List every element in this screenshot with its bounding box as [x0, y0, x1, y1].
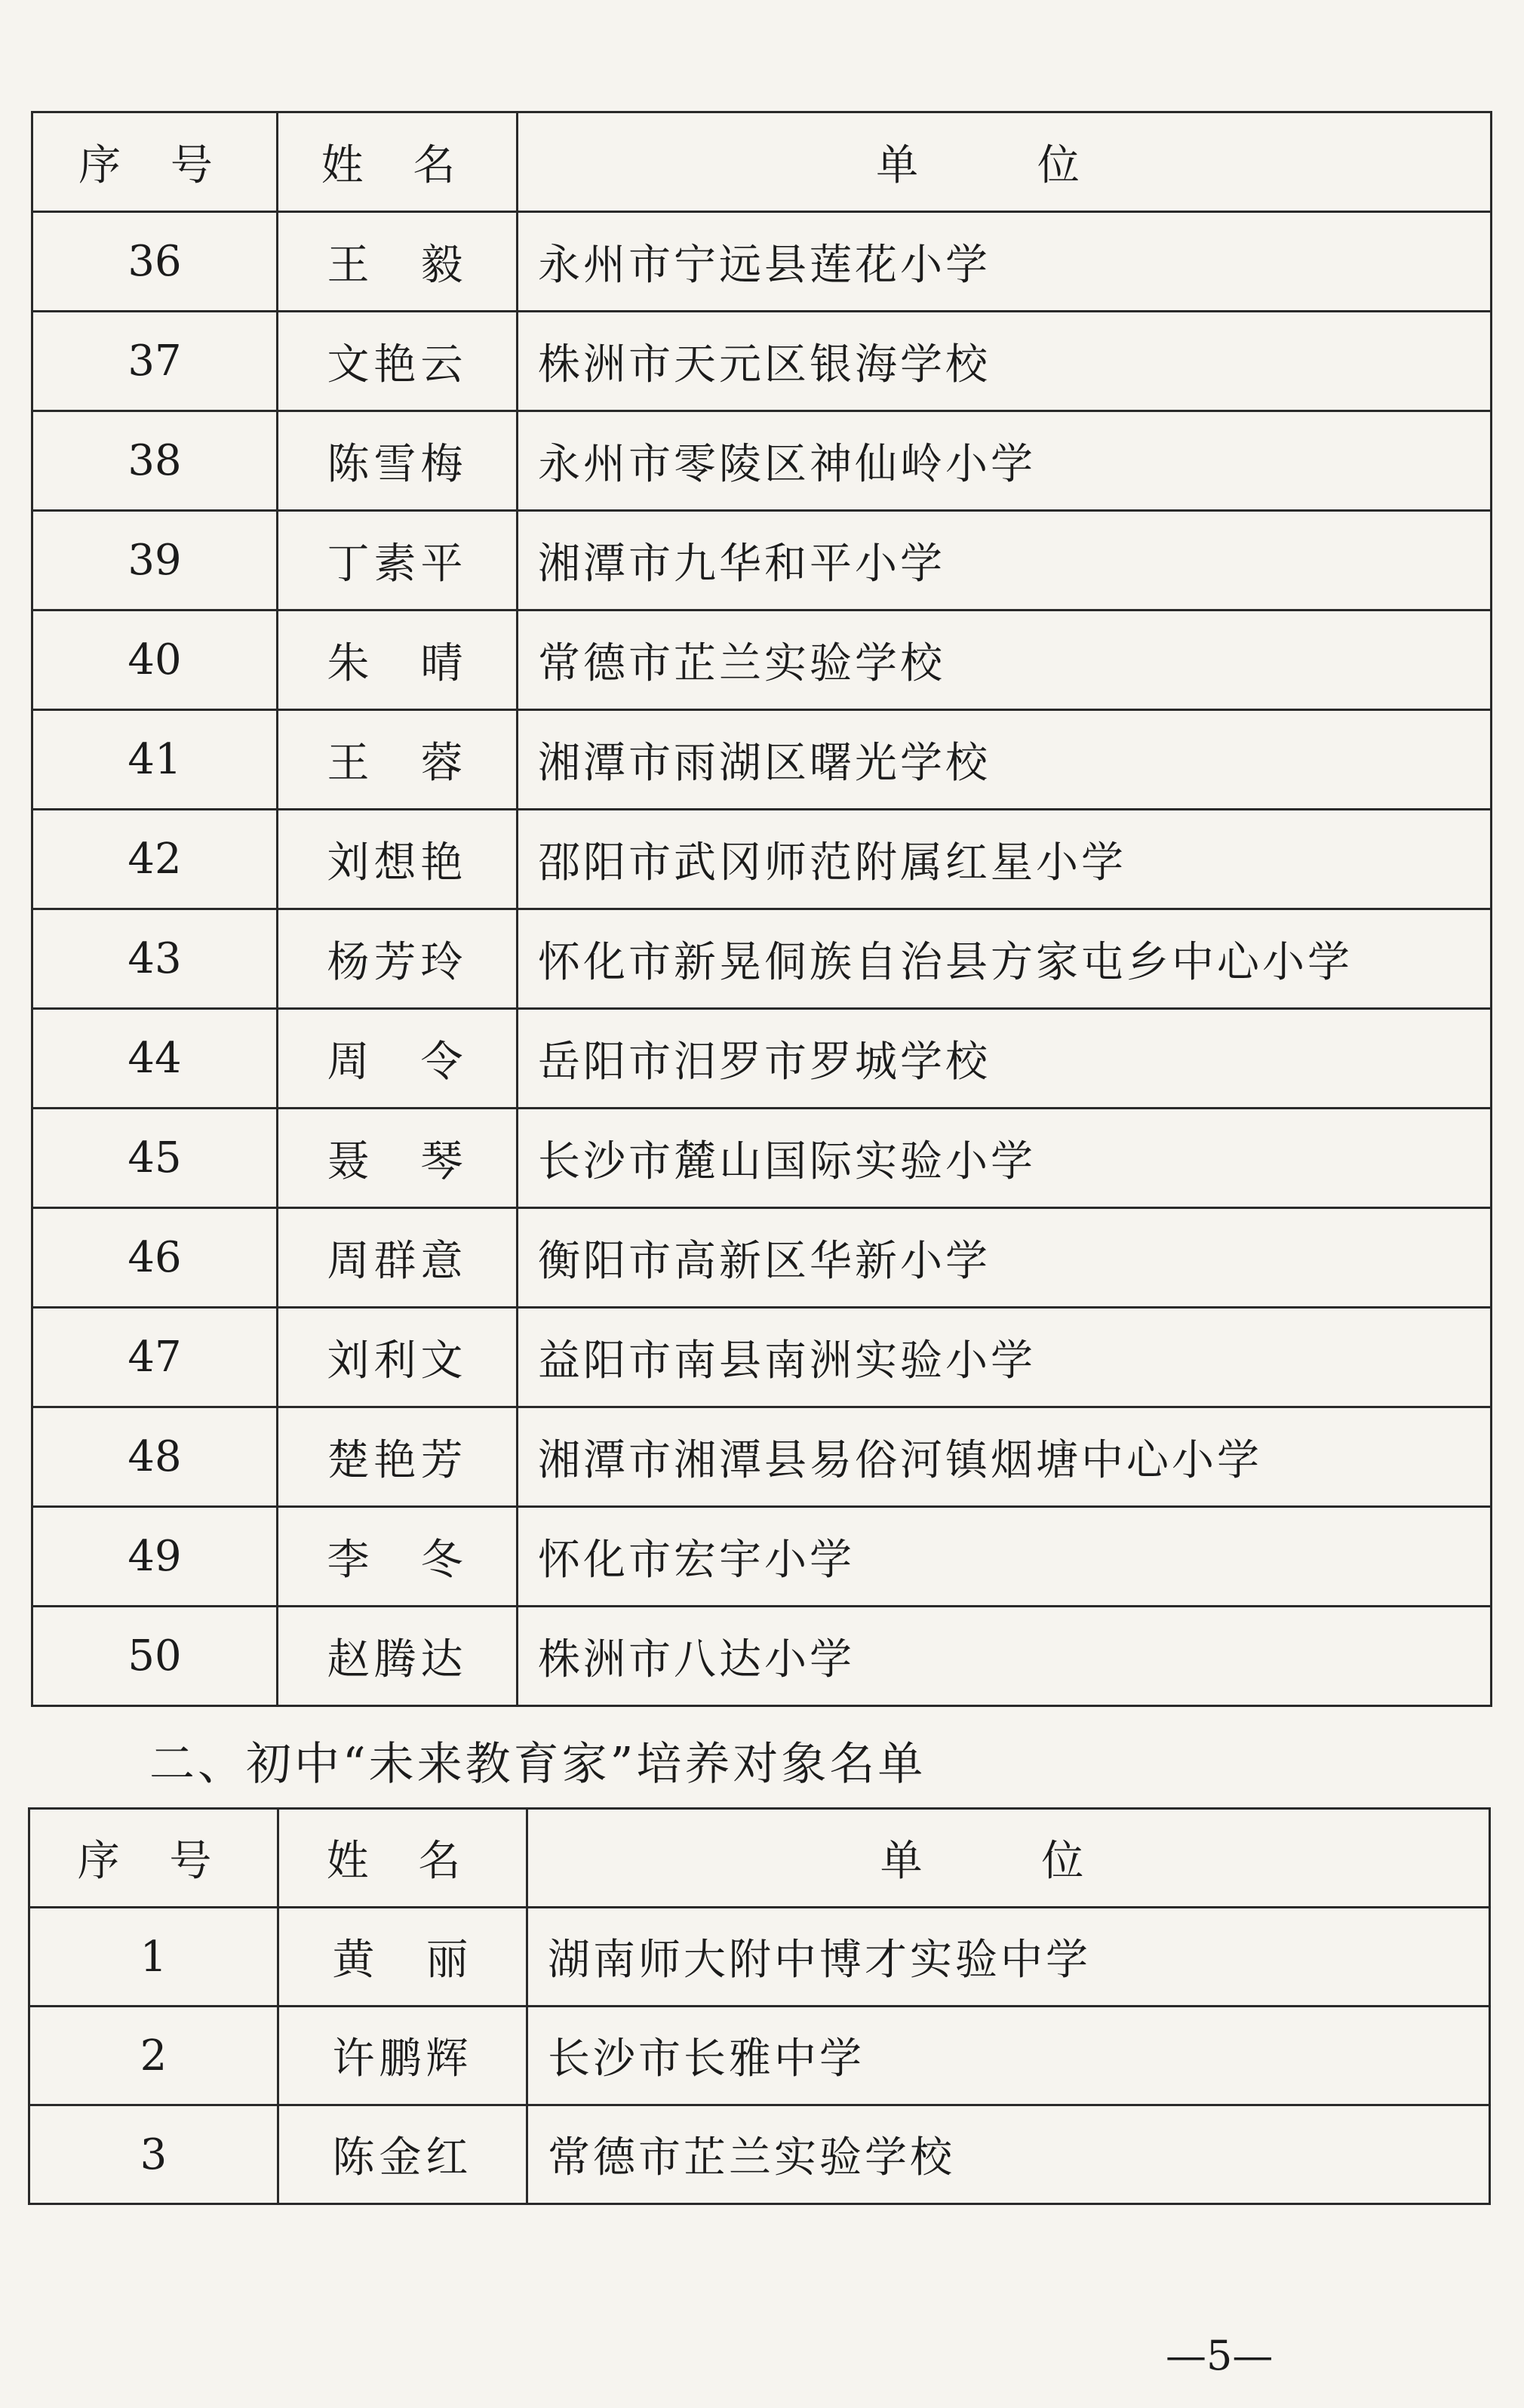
name-cell: 楚艳芳 [278, 1407, 518, 1507]
name-cell: 赵腾达 [278, 1607, 518, 1706]
table-row [32, 1407, 1492, 1507]
unit-cell: 永州市零陵区神仙岭小学 [518, 411, 1492, 511]
serial-number-cell: 42 [32, 810, 278, 909]
page-number: —5— [1166, 2332, 1274, 2379]
unit-cell: 长沙市长雅中学 [527, 2007, 1490, 2105]
candidate-table-junior-middle [28, 1807, 1491, 2205]
serial-number-cell: 3 [29, 2105, 278, 2204]
unit-cell: 岳阳市汨罗市罗城学校 [518, 1009, 1492, 1109]
name-cell: 聂 琴 [278, 1109, 518, 1208]
unit-cell: 长沙市麓山国际实验小学 [518, 1109, 1492, 1208]
table-row [32, 1607, 1492, 1706]
unit-cell: 怀化市宏宇小学 [518, 1507, 1492, 1607]
table-row [32, 810, 1492, 909]
serial-number-cell: 41 [32, 710, 278, 810]
header-serial-number: 序 号 [32, 112, 278, 212]
serial-number-cell: 39 [32, 511, 278, 610]
name-cell: 刘想艳 [278, 810, 518, 909]
serial-number-cell: 37 [32, 312, 278, 411]
table-row [32, 1507, 1492, 1607]
serial-number-cell: 48 [32, 1407, 278, 1507]
serial-number-cell: 38 [32, 411, 278, 511]
name-cell: 周 令 [278, 1009, 518, 1109]
name-cell: 杨芳玲 [278, 909, 518, 1009]
name-cell: 朱 晴 [278, 610, 518, 710]
unit-cell: 怀化市新晃侗族自治县方家屯乡中心小学 [518, 909, 1492, 1009]
table-header-row [29, 1809, 1490, 1908]
table-row [29, 2105, 1490, 2204]
unit-cell: 永州市宁远县莲花小学 [518, 212, 1492, 312]
name-cell: 王 蓉 [278, 710, 518, 810]
header-serial-number: 序 号 [29, 1809, 278, 1908]
header-unit: 单 位 [527, 1809, 1490, 1908]
name-cell: 陈金红 [278, 2105, 527, 2204]
unit-cell: 湘潭市九华和平小学 [518, 511, 1492, 610]
serial-number-cell: 45 [32, 1109, 278, 1208]
unit-cell: 株洲市八达小学 [518, 1607, 1492, 1706]
table-row [32, 1009, 1492, 1109]
name-cell: 李 冬 [278, 1507, 518, 1607]
name-cell: 文艳云 [278, 312, 518, 411]
unit-cell: 常德市芷兰实验学校 [527, 2105, 1490, 2204]
serial-number-cell: 46 [32, 1208, 278, 1308]
serial-number-cell: 47 [32, 1308, 278, 1407]
table-row [32, 1208, 1492, 1308]
header-unit: 单 位 [518, 112, 1492, 212]
unit-cell: 常德市芷兰实验学校 [518, 610, 1492, 710]
table-row [29, 2007, 1490, 2105]
table-row [29, 1908, 1490, 2007]
serial-number-cell: 50 [32, 1607, 278, 1706]
table-row [32, 212, 1492, 312]
serial-number-cell: 40 [32, 610, 278, 710]
name-cell: 许鹏辉 [278, 2007, 527, 2105]
serial-number-cell: 2 [29, 2007, 278, 2105]
table-row [32, 710, 1492, 810]
table-row [32, 909, 1492, 1009]
table-row [32, 1109, 1492, 1208]
name-cell: 刘利文 [278, 1308, 518, 1407]
name-cell: 黄 丽 [278, 1908, 527, 2007]
unit-cell: 衡阳市高新区华新小学 [518, 1208, 1492, 1308]
serial-number-cell: 43 [32, 909, 278, 1009]
table-row [32, 312, 1492, 411]
unit-cell: 株洲市天元区银海学校 [518, 312, 1492, 411]
header-name: 姓 名 [278, 1809, 527, 1908]
name-cell: 王 毅 [278, 212, 518, 312]
table-row [32, 411, 1492, 511]
serial-number-cell: 44 [32, 1009, 278, 1109]
section-heading-junior-middle: 二、初中“未来教育家”培养对象名单 [149, 1738, 926, 1791]
serial-number-cell: 1 [29, 1908, 278, 2007]
candidate-table-primary [31, 111, 1492, 1707]
unit-cell: 湘潭市湘潭县易俗河镇烟塘中心小学 [518, 1407, 1492, 1507]
serial-number-cell: 36 [32, 212, 278, 312]
table-header-row [32, 112, 1492, 212]
name-cell: 陈雪梅 [278, 411, 518, 511]
name-cell: 周群意 [278, 1208, 518, 1308]
unit-cell: 湘潭市雨湖区曙光学校 [518, 710, 1492, 810]
unit-cell: 邵阳市武冈师范附属红星小学 [518, 810, 1492, 909]
name-cell: 丁素平 [278, 511, 518, 610]
unit-cell: 益阳市南县南洲实验小学 [518, 1308, 1492, 1407]
table-row [32, 610, 1492, 710]
header-name: 姓 名 [278, 112, 518, 212]
serial-number-cell: 49 [32, 1507, 278, 1607]
table-row [32, 1308, 1492, 1407]
table-row [32, 511, 1492, 610]
unit-cell: 湖南师大附中博才实验中学 [527, 1908, 1490, 2007]
